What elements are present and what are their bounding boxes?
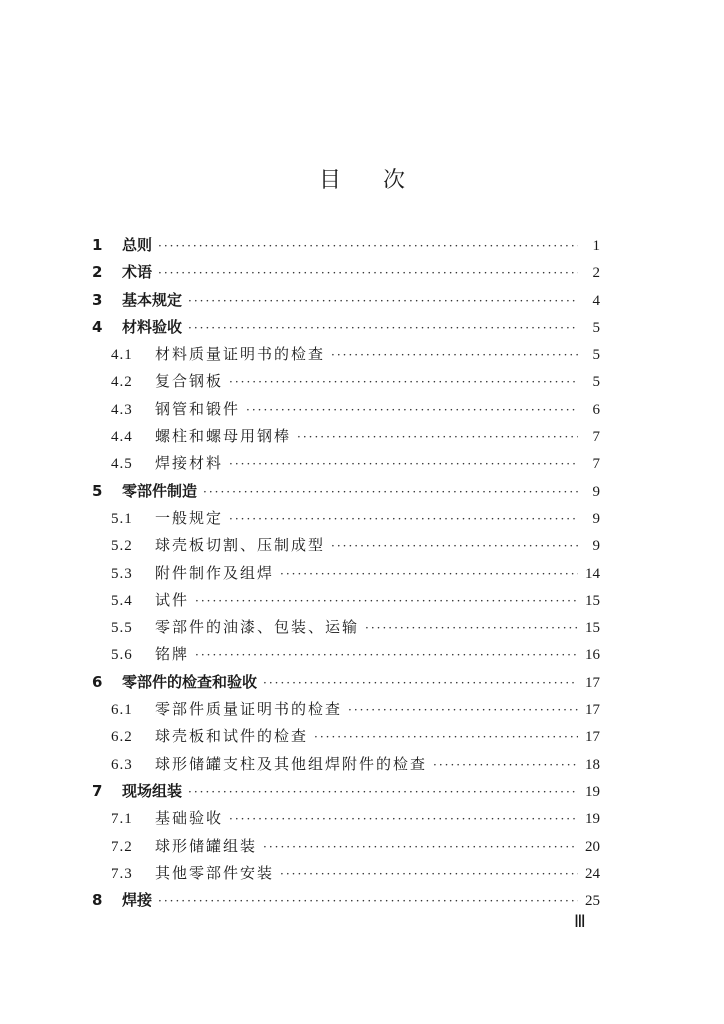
toc-dot-leader: [158, 888, 578, 915]
toc-entry-page: 19: [585, 811, 600, 828]
toc-entry-page: 17: [585, 729, 600, 746]
toc-entry-page: 5: [592, 319, 600, 336]
toc-chapter-row[interactable]: [92, 669, 600, 696]
toc-entry-number: 7.1: [111, 811, 133, 828]
toc-dot-leader: [348, 697, 578, 724]
toc-section-row[interactable]: [92, 505, 600, 532]
toc-dot-leader: [195, 588, 578, 615]
toc-entry-page: 5: [592, 374, 600, 391]
toc-dot-leader: [188, 315, 578, 342]
toc-dot-leader: [229, 506, 578, 533]
toc-entry-number: 5.3: [111, 565, 133, 582]
toc-entry-page: 9: [592, 538, 600, 555]
toc-dot-leader: [229, 369, 578, 396]
toc-section-row[interactable]: [92, 696, 600, 723]
toc-entry-number: 4: [92, 317, 103, 336]
toc-entry-title: 螺柱和螺母用钢棒: [155, 427, 292, 446]
toc-entry-number: 5.4: [111, 592, 133, 609]
toc-entry-title: 球形储罐组装: [155, 836, 258, 855]
toc-chapter-row[interactable]: [92, 478, 600, 505]
toc-entry-number: 5: [92, 481, 103, 500]
toc-entry-title: 材料质量证明书的检查: [155, 345, 326, 364]
toc-entry-title: 基本规定: [122, 290, 183, 309]
toc-section-row[interactable]: [92, 560, 600, 587]
toc-dot-leader: [188, 779, 578, 806]
toc-entry-number: 4.3: [111, 401, 133, 418]
toc-section-row[interactable]: [92, 368, 600, 395]
toc-section-row[interactable]: [92, 641, 600, 668]
toc-entry-page: 7: [592, 456, 600, 473]
toc-dot-leader: [280, 861, 578, 888]
toc-chapter-row[interactable]: [92, 259, 600, 286]
toc-section-row[interactable]: [92, 396, 600, 423]
toc-dot-leader: [158, 260, 578, 287]
toc-dot-leader: [188, 288, 578, 315]
toc-entry-page: 2: [592, 265, 600, 282]
toc-entry-number: 6: [92, 672, 103, 691]
toc-entry-title: 总则: [122, 236, 153, 254]
toc-entry-title: 一般规定: [155, 508, 224, 527]
toc-chapter-row[interactable]: [92, 232, 600, 259]
toc-section-row[interactable]: [92, 751, 600, 778]
toc-dot-leader: [280, 561, 578, 588]
toc-entry-title: 复合钢板: [155, 372, 224, 391]
toc-entry-page: 24: [585, 865, 600, 882]
toc-section-row[interactable]: [92, 805, 600, 832]
toc-entry-number: 5.5: [111, 620, 133, 637]
toc-section-row[interactable]: [92, 532, 600, 559]
toc-entry-number: 7.2: [111, 838, 133, 855]
toc-entry-page: 9: [592, 510, 600, 527]
toc-entry-number: 5.1: [111, 510, 133, 527]
toc-entry-page: 25: [585, 893, 600, 910]
toc-chapter-row[interactable]: [92, 887, 600, 914]
toc-chapter-row[interactable]: [92, 314, 600, 341]
toc-section-row[interactable]: [92, 423, 600, 450]
toc-entry-number: 6.2: [111, 729, 133, 746]
toc-entry-number: 4.5: [111, 456, 133, 473]
toc-section-row[interactable]: [92, 860, 600, 887]
toc-entry-title: 术语: [122, 263, 153, 282]
toc-dot-leader: [331, 342, 578, 369]
toc-entry-number: 8: [92, 891, 103, 910]
toc-entry-number: 6.3: [111, 756, 133, 773]
toc-entry-page: 9: [592, 483, 600, 500]
toc-entry-page: 15: [585, 620, 600, 637]
toc-entry-number: 5.2: [111, 538, 133, 555]
toc-dot-leader: [246, 397, 578, 424]
toc-entry-title: 附件制作及组焊: [155, 563, 275, 582]
toc-dot-leader: [365, 615, 578, 642]
toc-entry-title: 基础验收: [155, 809, 224, 828]
toc-entry-number: 6.1: [111, 702, 133, 719]
toc-entry-title: 焊接: [122, 891, 153, 910]
toc-entry-number: 4.2: [111, 374, 133, 391]
toc-entry-page: 5: [592, 347, 600, 364]
toc-entry-page: 14: [585, 565, 600, 582]
toc-chapter-row[interactable]: [92, 287, 600, 314]
toc-entry-page: 16: [585, 647, 600, 664]
toc-entry-title: 焊接材料: [155, 454, 224, 473]
toc-entry-page: 20: [585, 838, 600, 855]
toc-dot-leader: [229, 806, 578, 833]
toc-entry-title: 现场组装: [122, 781, 183, 800]
toc-entry-title: 材料验收: [122, 317, 183, 336]
toc-section-row[interactable]: [92, 341, 600, 368]
toc-entry-page: 7: [592, 429, 600, 446]
toc-entry-number: 1: [92, 236, 103, 254]
toc-dot-leader: [158, 233, 578, 260]
toc-entry-title: 零部件制造: [122, 481, 198, 500]
toc-entry-title: 试件: [155, 590, 190, 609]
toc-dot-leader: [433, 752, 578, 779]
toc-entry-number: 4.1: [111, 347, 133, 364]
table-of-contents: [92, 232, 600, 914]
toc-section-row[interactable]: [92, 723, 600, 750]
toc-dot-leader: [263, 834, 578, 861]
toc-entry-page: 17: [585, 702, 600, 719]
toc-dot-leader: [297, 424, 578, 451]
page-number-folio: Ⅲ: [574, 912, 586, 931]
toc-dot-leader: [331, 533, 578, 560]
toc-entry-title: 球壳板和试件的检查: [155, 727, 309, 746]
toc-entry-number: 2: [92, 263, 103, 282]
toc-entry-page: 4: [592, 292, 600, 309]
toc-entry-title: 零部件的油漆、包装、运输: [155, 618, 360, 637]
toc-section-row[interactable]: [92, 614, 600, 641]
toc-dot-leader: [229, 451, 578, 478]
toc-chapter-row[interactable]: [92, 778, 600, 805]
toc-section-row[interactable]: [92, 587, 600, 614]
toc-entry-title: 其他零部件安装: [155, 863, 275, 882]
toc-entry-page: 19: [585, 783, 600, 800]
page-title: 目次: [318, 167, 447, 193]
toc-entry-title: 球形储罐支柱及其他组焊附件的检查: [155, 754, 428, 773]
toc-entry-number: 7: [92, 781, 103, 800]
toc-entry-title: 零部件的检查和验收: [122, 672, 258, 691]
toc-entry-page: 6: [592, 401, 600, 418]
toc-dot-leader: [263, 670, 578, 697]
toc-section-row[interactable]: [92, 833, 600, 860]
toc-dot-leader: [203, 479, 578, 506]
toc-entry-page: 1: [592, 238, 600, 254]
toc-entry-title: 零部件质量证明书的检查: [155, 700, 343, 719]
toc-dot-leader: [314, 724, 578, 751]
toc-entry-number: 5.6: [111, 647, 133, 664]
toc-entry-page: 17: [585, 674, 600, 691]
toc-entry-title: 铭牌: [155, 645, 190, 664]
toc-entry-title: 钢管和锻件: [155, 399, 241, 418]
toc-entry-title: 球壳板切割、压制成型: [155, 536, 326, 555]
toc-entry-page: 15: [585, 592, 600, 609]
toc-entry-page: 18: [585, 756, 600, 773]
toc-entry-number: 4.4: [111, 429, 133, 446]
toc-section-row[interactable]: [92, 450, 600, 477]
toc-entry-number: 3: [92, 290, 103, 309]
toc-entry-number: 7.3: [111, 865, 133, 882]
toc-dot-leader: [195, 642, 578, 669]
